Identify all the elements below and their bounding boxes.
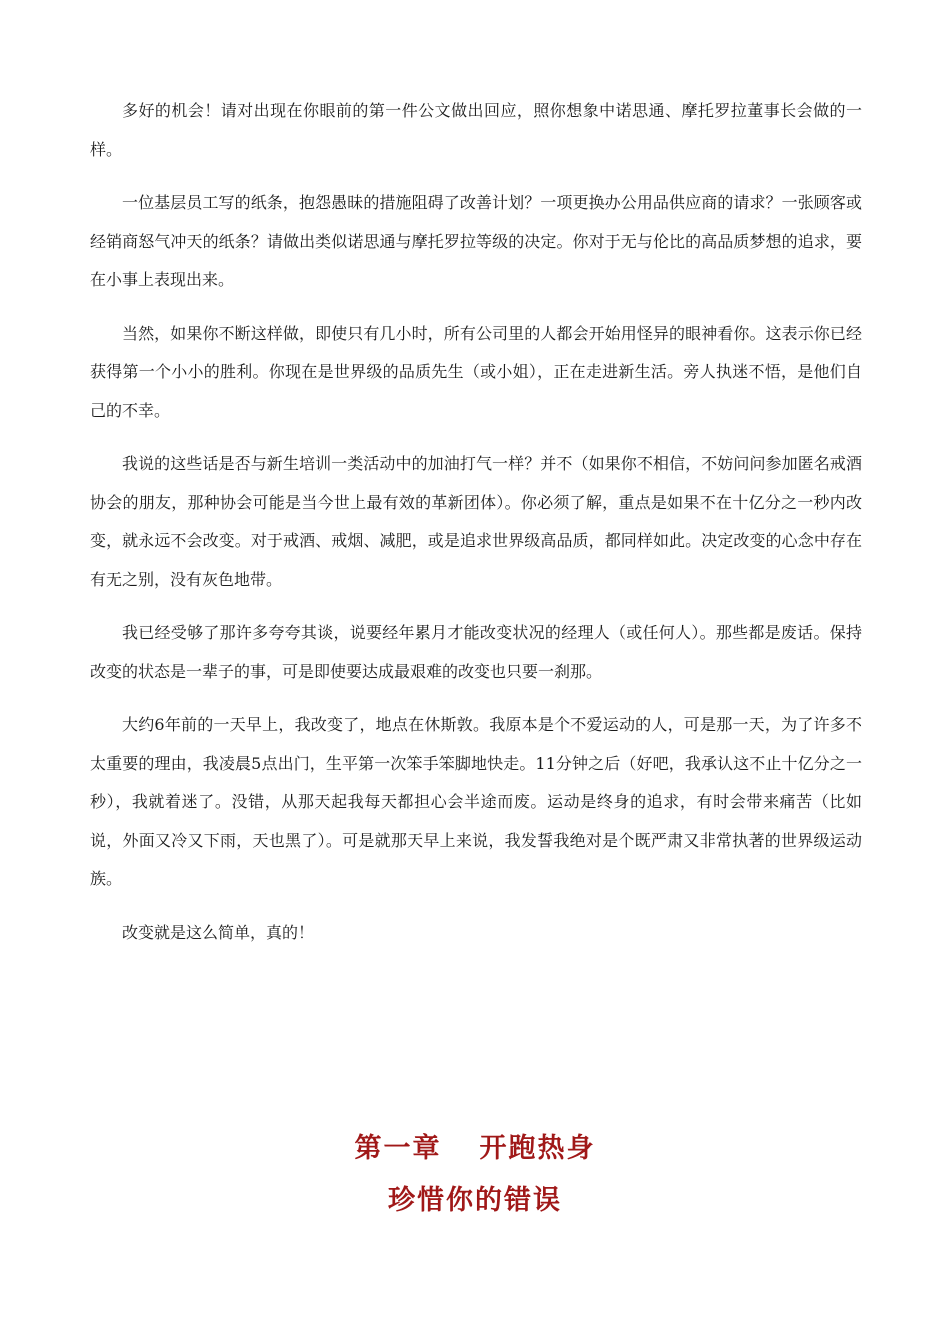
paragraph: 多好的机会！请对出现在你眼前的第一件公文做出回应，照你想象中诺思通、摩托罗拉董事长会做的一样。 xyxy=(90,101,862,159)
chapter-number: 第一章 xyxy=(354,1133,442,1164)
chapter-title xyxy=(0,1126,950,1165)
chapter-subtitle: 珍惜你的错误 xyxy=(388,1185,562,1216)
chapter-name: 开跑热身 xyxy=(479,1133,596,1164)
paragraph: 改变就是这么简单，真的！ xyxy=(122,922,315,942)
paragraph: 一位基层员工写的纸条，抱怨愚昧的措施阻碍了改善计划？一项更换办公用品供应商的请求？一张顾客或经销商怒气冲天的纸条？请做出类似诺思通与摩托罗拉等级的决定。你对于无与伦比的高品质梦想的追求，要在小事上表现出来。 xyxy=(90,193,862,289)
body-text xyxy=(90,92,862,967)
paragraph: 我已经受够了那许多夸夸其谈，说要经年累月才能改变状况的经理人（或任何人）。那些都是废话。保持改变的状态是一辈子的事，可是即使要达成最艰难的改变也只要一刹那。 xyxy=(90,623,862,681)
paragraph: 我说的这些话是否与新生培训一类活动中的加油打气一样？并不（如果你不相信，不妨问问参加匿名戒酒协会的朋友，那种协会可能是当今世上最有效的革新团体）。你必须了解，重点是如果不在十亿分之一秒内改变，就永远不会改变。对于戒酒、戒烟、减肥，或是追求世界级高品质，都同样如此。决定改变的心念中存在有无之别，没有灰色地带。 xyxy=(90,454,862,589)
paragraph: 当然，如果你不断这样做，即使只有几小时，所有公司里的人都会开始用怪异的眼神看你。这表示你已经获得第一个小小的胜利。你现在是世界级的品质先生（或小姐），正在走进新生活。旁人执迷不悟，是他们自己的不幸。 xyxy=(90,323,862,420)
paragraph: 大约6年前的一天早上，我改变了，地点在休斯敦。我原本是个不爱运动的人，可是那一天，为了许多不太重要的理由，我凌晨5点出门，生平第一次笨手笨脚地快走。11分钟之后（好吧，我承认这不止十亿分之一秒），我就着迷了。没错，从那天起我每天都担心会半途而废。运动是终身的追求，有时会带来痛苦（比如说，外面又冷又下雨，天也黑了）。可是就那天早上来说，我发誓我绝对是个既严肃又非常执著的世界级运动族。 xyxy=(90,715,862,888)
